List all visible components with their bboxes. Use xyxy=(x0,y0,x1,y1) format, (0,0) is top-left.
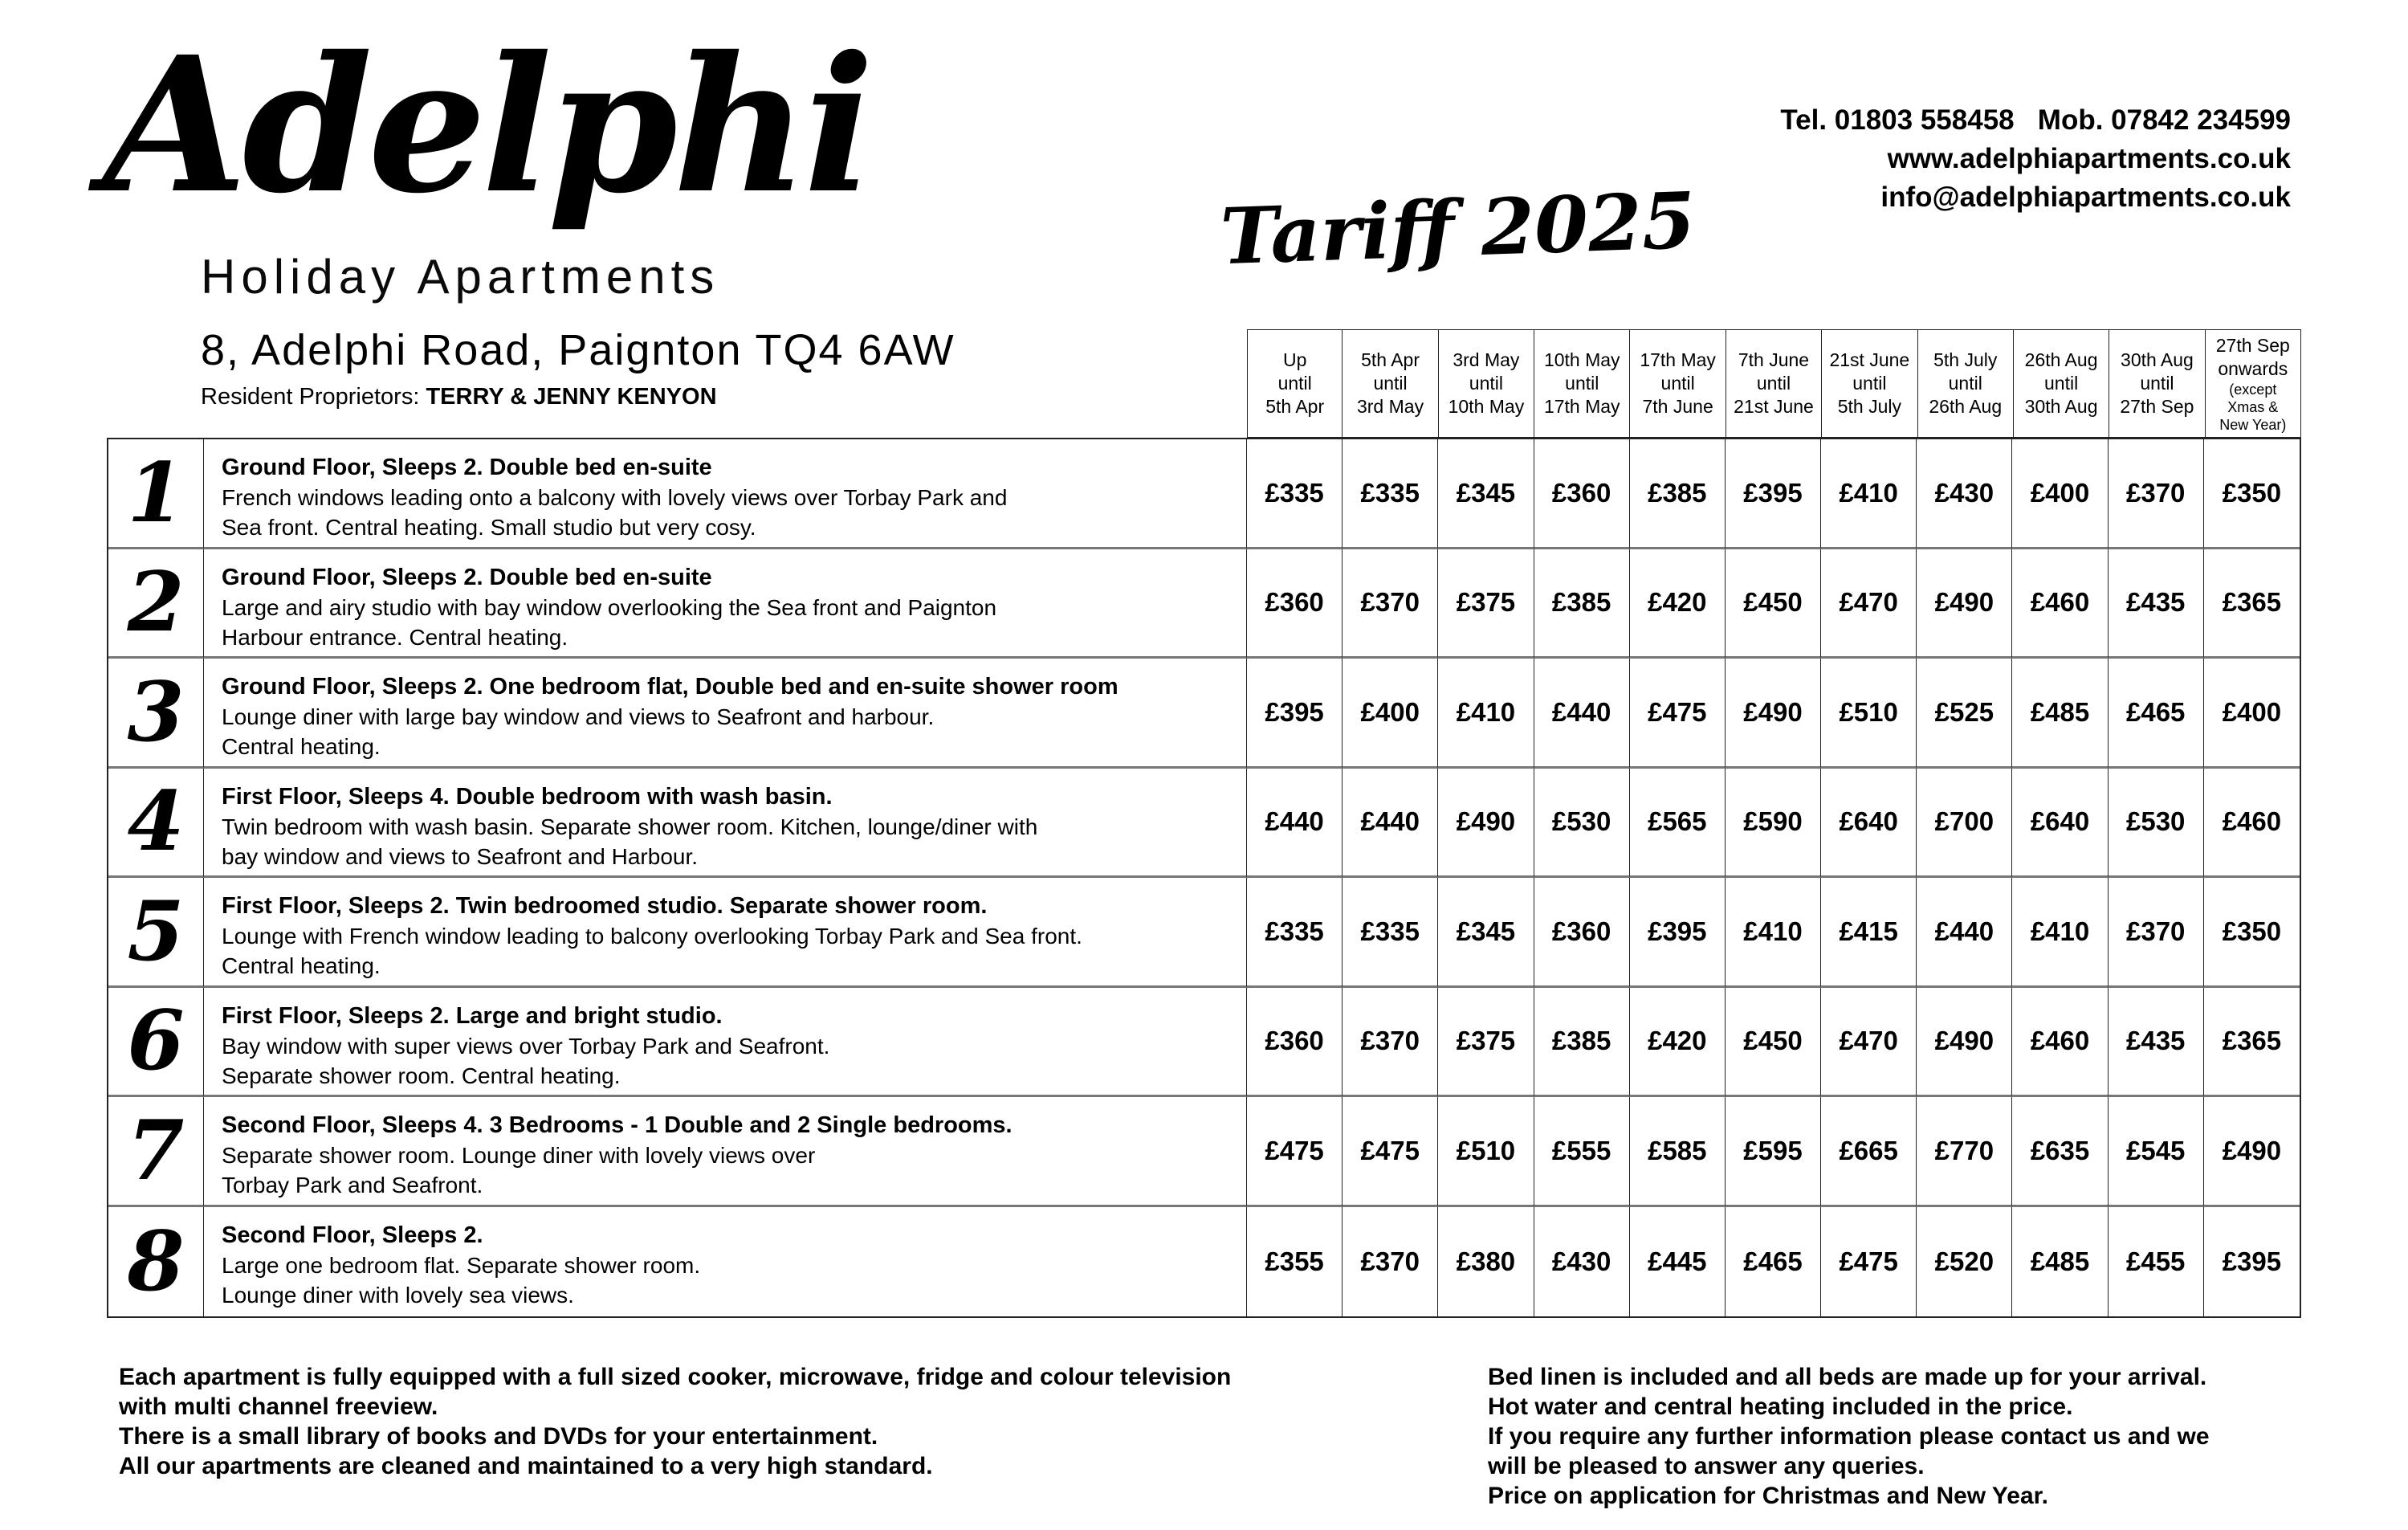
footer-note-line: Hot water and central heating included in the price. xyxy=(1488,1393,2073,1420)
price-cell: £640 xyxy=(1821,769,1917,879)
date-column-header xyxy=(1438,329,1534,438)
apartment-description-line: Sea front. Central heating. Small studio but very cosy. xyxy=(222,515,756,540)
footer-note-line: There is a small library of books and DVDs for your entertainment. xyxy=(119,1423,878,1450)
price-cell: £400 xyxy=(2012,439,2108,549)
price-cell: £365 xyxy=(2204,549,2300,659)
date-header-text: 21st June xyxy=(1734,396,1814,417)
price-cell: £400 xyxy=(1343,659,1438,769)
price-cell: £510 xyxy=(1821,659,1917,769)
apartment-description-line: Torbay Park and Seafront. xyxy=(222,1173,483,1197)
date-header-text: 17th May xyxy=(1640,349,1716,370)
price-cell: £345 xyxy=(1438,439,1534,549)
price-cell: £470 xyxy=(1821,549,1917,659)
apartment-description-cell xyxy=(204,549,1247,659)
price-cell: £370 xyxy=(1343,549,1438,659)
price-cell: £640 xyxy=(2012,769,2108,879)
price-cell: £485 xyxy=(2012,1207,2108,1317)
price-cell: £385 xyxy=(1630,439,1726,549)
apartment-description-line: Twin bedroom with wash basin. Separate shower room. Kitchen, lounge/diner with xyxy=(222,814,1038,839)
price-cell: £345 xyxy=(1438,878,1534,988)
price-cell: £370 xyxy=(2109,878,2204,988)
price-cell: £360 xyxy=(1534,439,1630,549)
apartment-description-cell xyxy=(204,988,1247,1098)
price-cell: £490 xyxy=(1917,549,2012,659)
apartment-number: 3 xyxy=(108,659,204,769)
price-cell: £490 xyxy=(1438,769,1534,879)
price-cell: £375 xyxy=(1438,549,1534,659)
date-header-text: until xyxy=(1660,373,1695,394)
price-cell: £545 xyxy=(2109,1097,2204,1207)
footer-note-line: with multi channel freeview. xyxy=(119,1393,438,1420)
price-cell: £370 xyxy=(2109,439,2204,549)
price-cell: £370 xyxy=(1343,988,1438,1098)
contact-block xyxy=(1780,101,2291,217)
price-cell: £385 xyxy=(1534,988,1630,1098)
apartment-description-cell xyxy=(204,659,1247,769)
price-cell: £375 xyxy=(1438,988,1534,1098)
footer-note-line: Bed linen is included and all beds are made up for your arrival. xyxy=(1488,1364,2207,1390)
price-cell: £350 xyxy=(2204,878,2300,988)
apartment-description-line: Separate shower room. Lounge diner with lovely views over xyxy=(222,1143,816,1168)
price-cell: £530 xyxy=(2109,769,2204,879)
date-header-text: until xyxy=(1948,373,1982,394)
apartment-description-cell xyxy=(204,439,1247,549)
apartment-description-line: Bay window with super views over Torbay Park and Seafront. xyxy=(222,1033,830,1059)
contact-website: www.adelphiapartments.co.uk xyxy=(1887,143,2291,174)
price-cell: £435 xyxy=(2109,549,2204,659)
price-cell: £395 xyxy=(1726,439,1821,549)
apartment-description-line: Large one bedroom flat. Separate shower room. xyxy=(222,1252,701,1278)
price-cell: £420 xyxy=(1630,988,1726,1098)
apartment-title: First Floor, Sleeps 2. Twin bedroomed studio. Separate shower room. xyxy=(222,893,988,919)
price-cell: £440 xyxy=(1343,769,1438,879)
date-column-header xyxy=(1342,329,1438,438)
apartment-number: 5 xyxy=(108,878,204,988)
price-cell: £465 xyxy=(1726,1207,1821,1317)
apartment-title: First Floor, Sleeps 4. Double bedroom with wash basin. xyxy=(222,783,833,810)
date-header-text: 10th May xyxy=(1543,349,1620,370)
price-cell: £370 xyxy=(1343,1207,1438,1317)
apartment-number: 2 xyxy=(108,549,204,659)
price-cell: £460 xyxy=(2204,769,2300,879)
date-header-text: until xyxy=(1469,373,1503,394)
apartment-description-cell xyxy=(204,1097,1247,1207)
price-cell: £445 xyxy=(1630,1207,1726,1317)
date-header-small-text: Xmas & xyxy=(2227,398,2279,415)
price-cell: £380 xyxy=(1438,1207,1534,1317)
price-cell: £395 xyxy=(1247,659,1343,769)
price-cell: £450 xyxy=(1726,549,1821,659)
price-cell: £525 xyxy=(1917,659,2012,769)
contact-email: info@adelphiapartments.co.uk xyxy=(1880,182,2291,213)
price-cell: £470 xyxy=(1821,988,1917,1098)
apartment-description-line: Harbour entrance. Central heating. xyxy=(222,624,568,650)
price-cell: £395 xyxy=(2222,1246,2282,1276)
date-header-text: 5th Apr xyxy=(1265,396,1325,417)
price-cell: £595 xyxy=(1726,1097,1821,1207)
date-header-text: 5th July xyxy=(1933,349,1998,370)
date-header-text: until xyxy=(1277,373,1312,394)
price-cell: £475 xyxy=(1630,659,1726,769)
date-header-text: until xyxy=(2043,373,2079,394)
proprietors-names: TERRY & JENNY KENYON xyxy=(426,384,717,410)
date-header-small-text: New Year) xyxy=(2219,416,2287,433)
price-cell: £350 xyxy=(2204,439,2300,549)
date-header-text: 30th Aug xyxy=(2121,349,2194,370)
price-cell: £475 xyxy=(1821,1207,1917,1317)
apartment-description-line: Central heating. xyxy=(222,734,381,759)
date-column-header xyxy=(1247,329,1343,438)
apartment-title: Ground Floor, Sleeps 2. Double bed en-suite xyxy=(222,455,712,480)
price-cell: £360 xyxy=(1534,878,1630,988)
date-header-text: Up xyxy=(1282,349,1307,370)
proprietors-line xyxy=(201,384,717,410)
price-cell: £335 xyxy=(1343,439,1438,549)
date-header-text: until xyxy=(1852,373,1887,394)
price-cell: £385 xyxy=(1534,549,1630,659)
price-cell: £400 xyxy=(2204,659,2300,769)
price-cell: £335 xyxy=(1343,878,1438,988)
price-cell: £360 xyxy=(1247,549,1343,659)
apartment-number: 8 xyxy=(108,1207,204,1317)
footer-note-line: Each apartment is fully equipped with a full sized cooker, microwave, fridge and colour television xyxy=(119,1364,1232,1390)
price-cell: £440 xyxy=(1247,769,1343,879)
apartment-description-cell xyxy=(204,769,1247,879)
price-cell: £590 xyxy=(1726,769,1821,879)
proprietors-label: Resident Proprietors: xyxy=(201,384,426,410)
price-cell: £430 xyxy=(1917,439,2012,549)
date-header-text: 7th June xyxy=(1642,396,1713,417)
date-column-header xyxy=(1534,329,1630,438)
price-cell: £410 xyxy=(1821,439,1917,549)
price-cell: £415 xyxy=(1821,878,1917,988)
date-header-small-text: (except xyxy=(2229,381,2277,398)
apartment-description-line: Separate shower room. Central heating. xyxy=(222,1063,621,1088)
apartment-number: 7 xyxy=(108,1097,204,1207)
price-cell: £410 xyxy=(2012,878,2108,988)
price-cell: £485 xyxy=(2012,659,2108,769)
date-header-text: 3rd May xyxy=(1453,349,1520,370)
price-cell: £440 xyxy=(1917,878,2012,988)
apartment-title: Second Floor, Sleeps 2. xyxy=(222,1222,483,1248)
price-cell: £700 xyxy=(1917,769,2012,879)
price-cell: £490 xyxy=(1726,659,1821,769)
apartment-description-line: bay window and views to Seafront and Harbour. xyxy=(222,843,699,869)
date-column-header xyxy=(1629,329,1726,438)
price-cell: £465 xyxy=(2109,659,2204,769)
date-column-header xyxy=(1917,329,2014,438)
price-cell: £430 xyxy=(1534,1207,1630,1317)
price-cell: £455 xyxy=(2109,1207,2204,1317)
price-cell: £395 xyxy=(1630,878,1726,988)
footer-note-line: Price on application for Christmas and New Year. xyxy=(1488,1483,2048,1509)
price-cell: £520 xyxy=(1917,1207,2012,1317)
price-cell: £490 xyxy=(2204,1097,2300,1207)
price-cell: £335 xyxy=(1247,878,1343,988)
date-header-text: until xyxy=(2140,373,2174,394)
date-header-text: 26th Aug xyxy=(1929,396,2003,417)
address-line: 8, Adelphi Road, Paignton TQ4 6AW xyxy=(201,326,955,374)
footer-notes-left xyxy=(119,1362,1231,1481)
apartment-title: Ground Floor, Sleeps 2. Double bed en-suite xyxy=(222,564,712,590)
price-cell: £665 xyxy=(1821,1097,1917,1207)
price-cell: £360 xyxy=(1247,988,1343,1098)
price-cell: £510 xyxy=(1438,1097,1534,1207)
tariff-table-body xyxy=(107,438,2301,1318)
price-cell: £335 xyxy=(1247,439,1343,549)
date-column-header xyxy=(1726,329,1822,438)
apartment-description-line: Central heating. xyxy=(222,953,381,978)
date-header-text: until xyxy=(1565,373,1599,394)
apartment-description-line: Lounge with French window leading to balcony overlooking Torbay Park and Sea front. xyxy=(222,924,1082,949)
apartment-description-line: Lounge diner with large bay window and views to Seafront and harbour. xyxy=(222,704,935,729)
apartment-description-line: French windows leading onto a balcony with lovely views over Torbay Park and xyxy=(222,485,1008,510)
price-cell: £435 xyxy=(2109,988,2204,1098)
date-column-header xyxy=(2013,329,2109,438)
apartment-description-line: Lounge diner with lovely sea views. xyxy=(222,1282,574,1308)
apartment-description-line: Large and airy studio with bay window overlooking the Sea front and Paignton xyxy=(222,594,997,620)
date-header-text: 27th Sep xyxy=(2215,334,2290,356)
date-header-text: 26th Aug xyxy=(2024,349,2098,370)
logo-subtitle: Holiday Apartments xyxy=(201,250,720,304)
price-cell: £410 xyxy=(1726,878,1821,988)
footer-note-line: If you require any further information please contact us and we xyxy=(1488,1423,2210,1450)
apartment-description-cell xyxy=(204,1207,1247,1317)
date-header-text: 17th May xyxy=(1543,396,1620,417)
price-cell: £460 xyxy=(2012,988,2108,1098)
price-cell: £365 xyxy=(2204,988,2300,1098)
price-cell: £475 xyxy=(1247,1097,1343,1207)
date-column-header xyxy=(2109,329,2205,438)
price-cell: £490 xyxy=(1917,988,2012,1098)
price-cell: £355 xyxy=(1247,1207,1343,1317)
price-cell: £460 xyxy=(2012,549,2108,659)
apartment-description-cell xyxy=(204,878,1247,988)
footer-note-line: All our apartments are cleaned and maintained to a very high standard. xyxy=(119,1453,933,1479)
price-cell: £420 xyxy=(1630,549,1726,659)
date-header-text: 5th July xyxy=(1837,396,1901,417)
apartment-title: Ground Floor, Sleeps 2. One bedroom flat, Double bed and en-suite shower room xyxy=(222,674,1118,700)
price-cell: £635 xyxy=(2012,1097,2108,1207)
price-cell: £555 xyxy=(1534,1097,1630,1207)
price-cell: £440 xyxy=(1534,659,1630,769)
price-cell: £770 xyxy=(1917,1097,2012,1207)
date-header-text: onwards xyxy=(2218,357,2288,379)
date-column-header xyxy=(1821,329,1917,438)
tariff-title: Tariff 2025 xyxy=(1219,174,1697,283)
date-header-row xyxy=(1247,329,2301,438)
date-column-header xyxy=(2205,329,2301,438)
price-cell: £585 xyxy=(1630,1097,1726,1207)
logo-script-text: Adelphi xyxy=(103,15,870,235)
date-header-text: 21st June xyxy=(1829,349,1910,370)
date-header-text: 3rd May xyxy=(1356,396,1424,417)
price-cell: £450 xyxy=(1726,988,1821,1098)
date-header-text: 27th Sep xyxy=(2120,396,2194,417)
apartment-title: First Floor, Sleeps 2. Large and bright studio. xyxy=(222,1002,723,1029)
apartment-number: 4 xyxy=(108,769,204,879)
price-cell: £530 xyxy=(1534,769,1630,879)
apartment-number: 6 xyxy=(108,988,204,1098)
date-header-text: 30th Aug xyxy=(2024,396,2098,417)
price-cell: £475 xyxy=(1343,1097,1438,1207)
contact-phone-line: Tel. 01803 558458 Mob. 07842 234599 xyxy=(1780,104,2291,136)
date-header-text: until xyxy=(1373,373,1408,394)
footer-notes-right xyxy=(1488,1362,2210,1511)
apartment-title: Second Floor, Sleeps 4. 3 Bedrooms - 1 Double and 2 Single bedrooms. xyxy=(222,1112,1013,1138)
date-header-text: until xyxy=(1756,373,1791,394)
apartment-number: 1 xyxy=(108,439,204,549)
price-cell: £565 xyxy=(1630,769,1726,879)
date-header-text: 5th Apr xyxy=(1361,349,1420,370)
footer-note-line: will be pleased to answer any queries. xyxy=(1488,1453,1925,1479)
price-cell: £410 xyxy=(1438,659,1534,769)
date-header-text: 10th May xyxy=(1448,396,1525,417)
date-header-text: 7th June xyxy=(1738,349,1810,370)
